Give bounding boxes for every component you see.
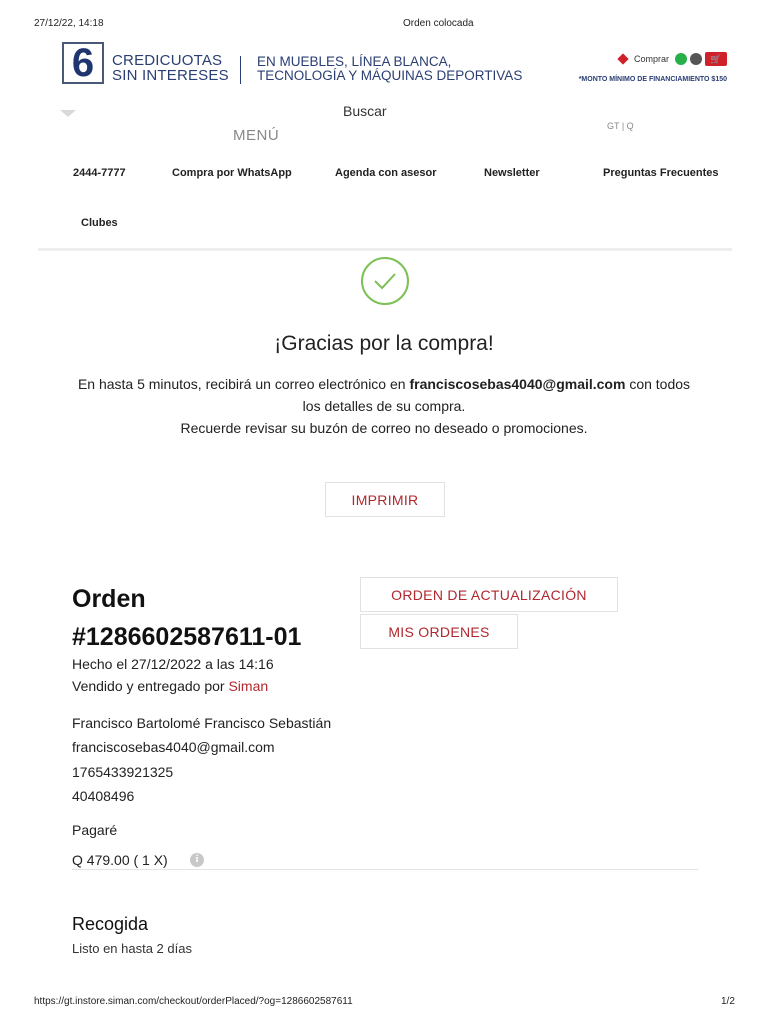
sold-by bbox=[72, 678, 268, 694]
promo-line1: EN MUEBLES, LÍNEA BLANCA, bbox=[257, 54, 452, 69]
promo-line2: TECNOLOGÍA Y MÁQUINAS DEPORTIVAS bbox=[257, 68, 523, 83]
credicuotas-text bbox=[112, 53, 229, 83]
customer-name: Francisco Bartolomé Francisco Sebastián bbox=[72, 715, 332, 731]
my-orders-button[interactable]: MIS ORDENES bbox=[360, 614, 518, 649]
success-check-icon bbox=[361, 257, 409, 305]
print-button[interactable]: IMPRIMIR bbox=[325, 482, 445, 517]
update-order-button[interactable]: ORDEN DE ACTUALIZACIÓN bbox=[360, 577, 618, 612]
header-divider bbox=[38, 248, 732, 251]
buy-actions[interactable] bbox=[619, 52, 727, 66]
print-url: https://gt.instore.siman.com/checkout/orderPlaced/?og=1286602587611 bbox=[34, 996, 353, 1007]
payment-separator bbox=[72, 869, 698, 870]
nav-newsletter[interactable]: Newsletter bbox=[484, 167, 540, 179]
order-date: Hecho el 27/12/2022 a las 14:16 bbox=[72, 656, 274, 672]
customer-phone: 1765433921325 bbox=[72, 764, 174, 780]
order-title bbox=[72, 580, 301, 656]
credicuotas-banner[interactable] bbox=[62, 42, 727, 88]
seller-link[interactable]: Siman bbox=[228, 678, 269, 694]
msg-prefix: En hasta 5 minutos, recibirá un correo electrónico en bbox=[77, 376, 406, 392]
nav-agenda[interactable]: Agenda con asesor bbox=[335, 167, 437, 179]
payment-amount: Q 479.00 ( 1 X) bbox=[72, 852, 168, 868]
customer-document: 40408496 bbox=[72, 788, 135, 804]
customer-email: franciscosebas4040@gmail.com bbox=[72, 739, 275, 755]
msg-suffix-2: los detalles de su compra. bbox=[302, 398, 466, 414]
order-number: #1286602587611-01 bbox=[72, 623, 302, 651]
diamond-icon bbox=[617, 53, 628, 64]
nav-faq[interactable]: Preguntas Frecuentes bbox=[603, 167, 719, 179]
promo-text bbox=[257, 55, 522, 83]
cart-icon[interactable]: 🛒 bbox=[705, 52, 727, 66]
confirmation-message bbox=[30, 373, 738, 439]
nav-phone[interactable]: 2444-7777 bbox=[73, 167, 126, 179]
msg-suffix-1: con todos bbox=[629, 376, 691, 392]
nav-whatsapp[interactable]: Compra por WhatsApp bbox=[172, 167, 292, 179]
nav-clubs[interactable]: Clubes bbox=[81, 217, 118, 229]
print-datetime: 27/12/22, 14:18 bbox=[34, 18, 104, 29]
menu-button[interactable]: MENÚ bbox=[233, 127, 280, 144]
whatsapp-icon[interactable] bbox=[675, 53, 687, 65]
credicuotas-line1: CREDICUOTAS bbox=[112, 52, 223, 69]
minimum-financing-note: *MONTO MÍNIMO DE FINANCIAMIENTO $150 bbox=[578, 76, 727, 83]
print-doc-title: Orden colocada bbox=[403, 18, 474, 29]
print-page-number: 1/2 bbox=[721, 996, 735, 1007]
sold-by-prefix: Vendido y entregado por bbox=[72, 678, 225, 694]
search-link[interactable]: Buscar bbox=[343, 103, 387, 119]
banner-divider bbox=[240, 56, 241, 84]
info-icon[interactable]: i bbox=[190, 853, 204, 867]
thanks-title: ¡Gracias por la compra! bbox=[274, 332, 494, 355]
chevron-down-icon[interactable] bbox=[60, 110, 76, 117]
six-logo: 6 bbox=[62, 42, 104, 84]
confirmation-email: franciscosebas4040@gmail.com bbox=[409, 376, 626, 392]
order-title-line1: Orden bbox=[72, 585, 146, 613]
msg-line3: Recuerde revisar su buzón de correo no deseado o promociones. bbox=[180, 420, 588, 436]
credicuotas-line2: SIN INTERESES bbox=[112, 67, 229, 84]
region-selector[interactable]: GT | Q bbox=[607, 121, 634, 131]
payment-method: Pagaré bbox=[72, 822, 118, 838]
buy-label[interactable]: Comprar bbox=[633, 54, 669, 64]
phone-icon[interactable] bbox=[690, 53, 702, 65]
delivery-time: Listo en hasta 2 días bbox=[72, 941, 192, 956]
delivery-title: Recogida bbox=[72, 914, 149, 934]
